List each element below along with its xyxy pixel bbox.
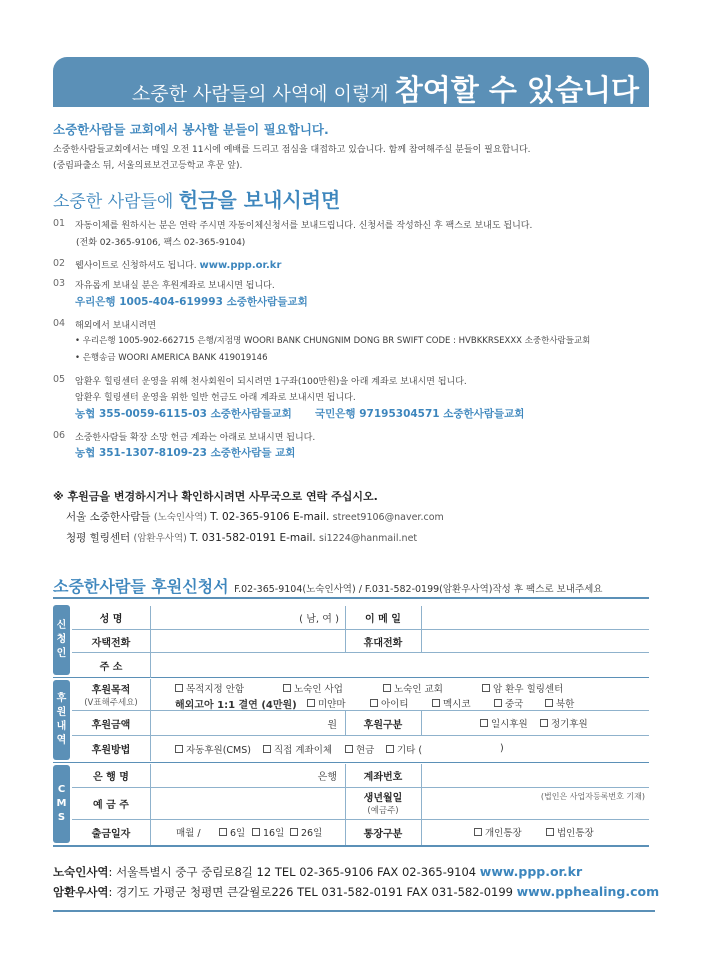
account-number: 농협 351-1307-8109-23 소중한사람들 교회 [75,447,296,459]
donate-title: 소중한 사람들에 헌금을 보내시려면 [53,188,341,212]
account-type-label: 통장구분 [363,828,403,840]
banner-title: 소중한 사람들의 사역에 이렇게 참여할 수 있습니다 [131,73,639,107]
email-field[interactable] [421,606,649,629]
purpose-option[interactable]: 멕시코 [432,696,471,710]
checkbox-icon[interactable] [345,745,353,753]
checkbox-icon[interactable] [432,699,440,707]
checkbox-icon[interactable] [474,828,482,836]
account-type-option[interactable]: 개인통장 [474,820,522,844]
amount-label: 후원금액 [91,719,131,731]
item-number: 04 [53,318,66,329]
section-label-applicant: 신 청 인 [53,605,70,675]
purpose-option[interactable]: 노숙인 사업 [283,681,343,695]
item-number: 05 [53,374,66,385]
footer-cancer-ministry: 암환우사역: 경기도 가평군 청평면 큰갈월로226 TEL 031-582-0191 FAX 031-582-0199 www.pphealing.com [53,884,660,899]
volunteer-title: 소중한사람들 교회에서 봉사할 분들이 필요합니다. [53,122,329,137]
purpose-option[interactable]: 노숙인 교회 [383,681,443,695]
method-option[interactable]: 직접 계좌이체 [263,736,332,761]
overseas-account: • 은행송금 WOORI AMERICA BANK 419019146 [75,353,268,363]
method-option[interactable]: 현금 [345,736,374,761]
mobile-label: 휴대전화 [363,637,403,649]
date-option[interactable]: 6일 [219,820,245,844]
contact-seoul: 서울 소중한사람들 (노숙인사역) T. 02-365-9106 E-mail. street9106@naver.com [66,511,444,523]
purpose-hint: (V표해주세요) [84,697,138,708]
email-label: 이 메 일 [365,614,401,625]
gender-select[interactable]: ( 남, 여 ) [299,614,339,625]
account-number: 농협 355-0059-6115-03 소중한사람들교회 [75,408,292,420]
bottom-rule [53,910,655,912]
purpose-option[interactable]: 중국 [494,696,523,710]
header-banner [53,57,649,107]
purpose-option[interactable]: 목적지정 안함 [175,681,244,695]
item-number: 02 [53,258,66,269]
account-number: 우리은행 1005-404-619993 소중한사람들교회 [75,296,308,308]
method-close: ) [500,743,504,754]
type-label: 후원구분 [363,719,403,731]
checkbox-icon[interactable] [175,684,183,692]
account-label: 계좌번호 [363,772,403,783]
amount-field[interactable]: 원 [327,719,337,731]
checkbox-icon[interactable] [175,745,183,753]
home-phone-label: 자택전화 [91,637,131,649]
birth-hint: (예금주) [367,806,399,816]
form-bottom-rule [53,845,649,847]
checkbox-icon[interactable] [386,745,394,753]
section-label-donation: 후 원 내 역 [53,680,70,760]
checkbox-icon[interactable] [290,828,298,836]
address-field[interactable] [150,653,649,677]
date-option[interactable]: 26일 [290,820,322,844]
birth-label: 생년월일 [363,792,403,804]
birth-note: (법인은 사업자등록번호 기재) [540,791,645,801]
checkbox-icon[interactable] [482,684,490,692]
date-label: 출금일자 [91,828,131,840]
purpose-option[interactable]: 북한 [545,696,574,710]
checkbox-icon[interactable] [252,828,260,836]
item-line: 해외에서 보내시려면 [75,321,157,331]
mobile-field[interactable] [421,630,649,652]
home-phone-field[interactable] [150,630,345,652]
item-line: 자동이체를 원하시는 분은 연락 주시면 자동이체신청서를 보내드립니다. 신청서를 작성하신 후 팩스로 보내도 됩니다. [75,221,533,231]
checkbox-icon[interactable] [370,699,378,707]
method-option[interactable]: 자동후원(CMS) [175,736,251,761]
bank-field[interactable]: 은행 [317,772,337,783]
section-divider [53,677,649,678]
name-field[interactable] [150,606,345,629]
item-line: 웹사이트로 신청하셔도 됩니다. www.ppp.or.kr [75,260,282,271]
holder-field[interactable] [150,788,345,819]
item-number: 03 [53,278,66,289]
checkbox-icon[interactable] [545,699,553,707]
col-divider [421,710,422,735]
volunteer-line-1: 소중한사람들교회에서는 매일 오전 11시에 예배를 드리고 점심을 대접하고 있습니다. 함께 참여해주실 분들이 필요합니다. [53,145,531,155]
date-prefix: 매월 / [176,828,201,839]
account-field[interactable] [421,764,649,787]
date-option[interactable]: 16일 [252,820,284,844]
email-link[interactable]: street9106@naver.com [332,512,444,523]
contact-cheongpyeong: 청평 힐링센터 (암환우사역) T. 031-582-0191 E-mail. si1224@hanmail.net [66,532,418,544]
website-link[interactable]: www.ppp.or.kr [479,864,583,879]
account-type-option[interactable]: 법인통장 [546,820,594,844]
item-number: 06 [53,430,66,441]
bank-label: 은 행 명 [93,772,129,783]
email-link[interactable]: si1224@hanmail.net [319,533,418,544]
checkbox-icon[interactable] [219,828,227,836]
checkbox-icon[interactable] [546,828,554,836]
checkbox-icon[interactable] [540,719,548,727]
account-number: 국민은행 97195304571 소중한사람들교회 [315,408,525,420]
item-line: (전화 02-365-9106, 팩스 02-365-9104) [76,238,246,248]
holder-label: 예 금 주 [93,800,129,811]
footer-homeless-ministry: 노숙인사역: 서울특별시 중구 중림로8길 12 TEL 02-365-9106 FAX 02-365-9104 www.ppp.or.kr [53,864,583,879]
checkbox-icon[interactable] [263,745,271,753]
section-divider [53,762,649,763]
purpose-label: 후원목적 [91,684,131,696]
purpose-option[interactable]: 암 환우 힐링센터 [482,681,563,695]
method-label: 후원방법 [91,745,131,756]
item-line: 자유롭게 보내실 분은 후원계좌로 보내시면 됩니다. [75,281,275,291]
purpose-option[interactable]: 아이티 [370,696,409,710]
method-option[interactable]: 기타 ( [386,736,422,761]
type-option[interactable]: 일시후원 [480,711,528,735]
item-number: 01 [53,218,66,229]
checkbox-icon[interactable] [383,684,391,692]
overseas-label: 해외고아 1:1 결연 (4만원) [175,699,297,711]
item-line: 암환우 힐링센터 운영을 위한 일반 헌금도 아래 계좌로 보내시면 됩니다. [75,393,356,403]
volunteer-line-2: (중림파출소 뒤, 서울의료보건고등학교 후문 앞). [53,161,243,171]
form-title: 소중한사람들 후원신청서 F.02-365-9104(노숙인사역) / F.031-582-0199(암환우사역)작성 후 팩스로 보내주세요 [53,577,603,596]
item-line: 암환우 힐링센터 운영을 위해 천사회원이 되시려면 1구좌(100만원)을 아래 계좌로 보내시면 됩니다. [75,377,467,387]
name-label: 성 명 [99,614,123,625]
checkbox-icon[interactable] [307,699,315,707]
address-label: 주 소 [99,661,123,673]
checkbox-icon[interactable] [283,684,291,692]
website-link[interactable]: www.pphealing.com [516,884,660,899]
overseas-account: • 우리은행 1005-902-662715 은행/지점명 WOORI BANK CHUNGNIM DONG BR SWIFT CODE : HVBKKRSEXXX 소중한사람들교회 [75,336,591,346]
item-line: 소중한사람들 확장 소망 헌금 계좌는 아래로 보내시면 됩니다. [75,433,316,443]
checkbox-icon[interactable] [480,719,488,727]
website-link[interactable]: www.ppp.or.kr [199,260,282,271]
section-label-cms: C M S [53,765,70,843]
checkbox-icon[interactable] [494,699,502,707]
type-option[interactable]: 정기후원 [540,711,588,735]
purpose-option[interactable]: 미얀마 [307,696,346,710]
form-top-rule [53,597,649,599]
notice-title: ※ 후원금을 변경하시거나 확인하시려면 사무국으로 연락 주십시오. [53,490,378,503]
